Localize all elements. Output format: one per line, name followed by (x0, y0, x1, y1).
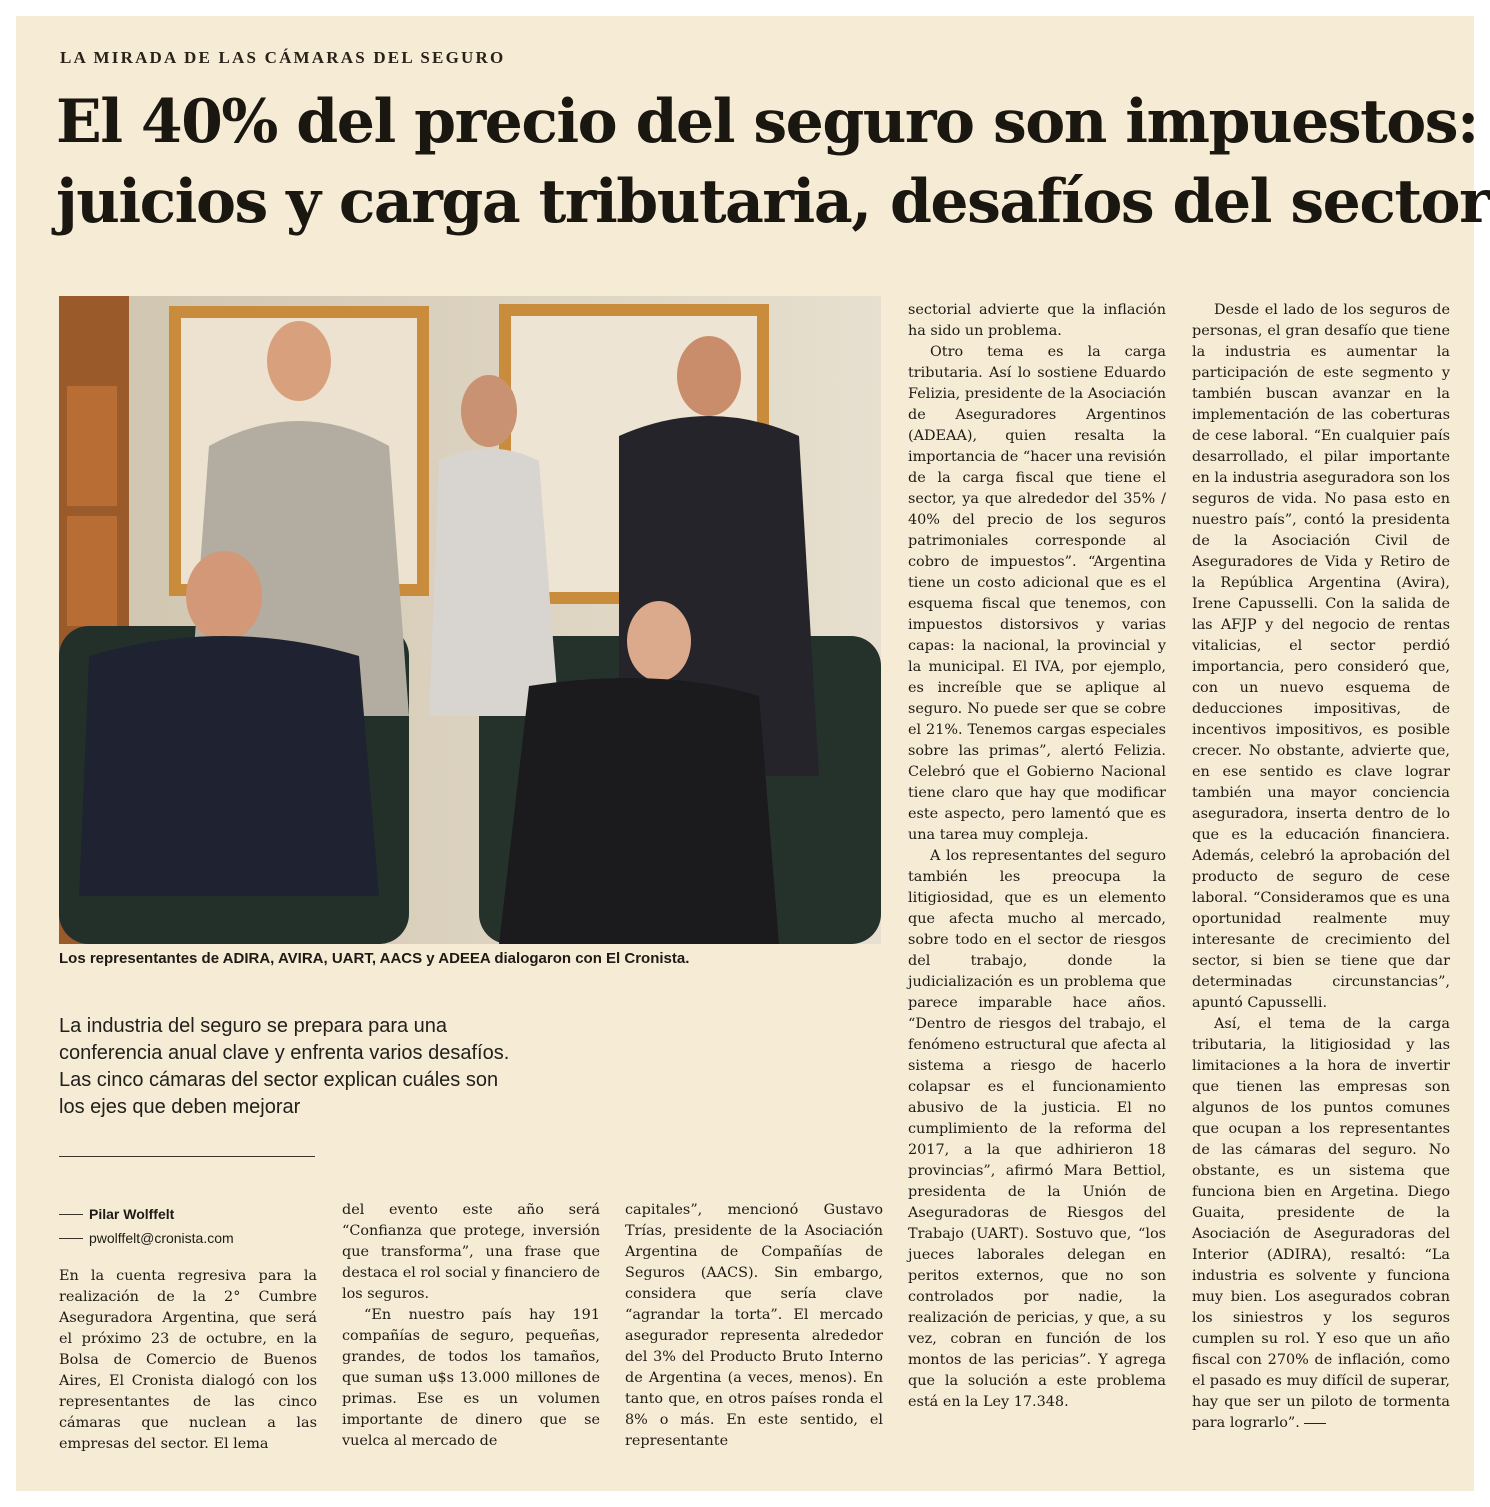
author-name: Pilar Wolffelt (89, 1206, 175, 1222)
headline (56, 82, 1490, 242)
author-email[interactable]: pwolffelt@cronista.com (89, 1230, 234, 1246)
section-kicker: LA MIRADA DE LAS CÁMARAS DEL SEGURO (60, 48, 506, 67)
byline (59, 1206, 329, 1254)
body-paragraph: Otro tema es la carga tributaria. Así lo sostiene Eduardo Felizia, presidente de la Asociación de Aseguradores Argentinos (ADEAA), quien resalta la importancia de “hacer una revisión de la carga fiscal que tiene el sector, ya que alrededor del 35% / 40% del precio de los seguros patrimoniales corresponde al cobro de impuestos”. “Argentina tiene un costo adicional que es el esquema fiscal que tenemos, con impuestos distorsivos y varias capas: la nacional, la provincial y la municipal. El IVA, por ejemplo, es increíble que se aplique al seguro. No puede ser que se cobre el 21%. Tenemos cargas especiales sobre las primas”, alertó Felizia. Celebró que el Gobierno Nacional tiene claro que hay que modificar este aspecto, pero lamentó que es una tarea muy compleja. (908, 344, 1166, 843)
headline-line-1: El 40% del precio del seguro son impuestos: (56, 87, 1478, 157)
article-dek: La industria del seguro se prepara para una conferencia anual clave y enfrenta varios desafíos. Las cinco cámaras del sector explican cuáles son los ejes que deben mejorar (59, 1015, 510, 1118)
body-column-4 (908, 300, 1166, 1413)
body-paragraph: Desde el lado de los seguros de personas, el gran desafío que tiene la industria es aumentar la participación de este segmento y también buscan avanzar en la implementación de las coberturas de cese laboral. “En cualquier país desarrollado, el pilar importante en la industria aseguradora son los seguros de vida. No pasa esto en nuestro país”, contó la presidenta de la Asociación Civil de Aseguradores de Vida y Retiro de la República Argentina (Avira), Irene Capusselli. Con la salida de las AFJP y del negocio de rentas vitalicias, el sector perdió importancia, pero consideró que, con un nuevo esquema de deducciones impositivas, de incentivos impositivos, es posible crecer. No obstante, advierte que, en ese sentido es clave lograr también una mayor conciencia aseguradora, inserta dentro de lo que es la educación financiera. Además, celebró la aprobación del producto de seguro de cese laboral. “Consideramos que es una oportunidad realmente muy interesante de crecimiento del sector, si bien se tiene que dar determinadas circunstancias”, apuntó Capusselli. (1192, 302, 1450, 1011)
body-paragraph: sectorial advierte que la inflación ha sido un problema. (908, 302, 1166, 339)
body-column-2 (342, 1200, 600, 1452)
body-paragraph: A los representantes del seguro también les preocupa la litigiosidad, que es un elemento que afecta mucho al mercado, sobre todo en el sector de riesgos del trabajo, donde la judicialización es un problema que parece imparable hace años. “Dentro de riesgos del trabajo, el fenómeno estructural que afecta al sistema a riesgo de hacerlo colapsar es el funcionamiento abusivo de la justicia. El no cumplimiento de la reforma del 2017, a la que adhirieron 18 provincias”, afirmó Mara Bettiol, presidenta de la Unión de Aseguradoras de Riesgos del Trabajo (UART). Sostuvo que, “los jueces laborales delegan en peritos externos, que no son controlados por nadie, la realización de pericias, y que, a su vez, cobran en función de los montos de las pericias”. Y agrega que la solución a este problema está en la Ley 17.348. (908, 848, 1166, 1410)
body-column-3 (625, 1200, 883, 1452)
body-paragraph: En la cuenta regresiva para la realización de la 2° Cumbre Aseguradora Argentina, que será el próximo 23 de octubre, en la Bolsa de Comercio de Buenos Aires, El Cronista dialogó con los representantes de las cinco cámaras que nuclean a las empresas del sector. El lema (59, 1268, 317, 1452)
body-paragraph: capitales”, mencionó Gustavo Trías, presidente de la Asociación Argentina de Compañías de Seguros (AACS). Sin embargo, considera que sería clave “agrandar la torta”. El mercado asegurador representa alrededor del 3% del Producto Bruto Interno de Argentina (a veces, menos). En tanto que, en otros países ronda el 8% o más. En este sentido, el representante (625, 1202, 883, 1449)
body-paragraph: del evento este año será “Confianza que protege, inversión que transforma”, una frase que destaca el rol social y financiero de los seguros. (342, 1202, 601, 1302)
divider-rule (59, 1156, 315, 1157)
end-mark (1304, 1423, 1326, 1424)
body-column-5 (1192, 300, 1450, 1434)
group-photo (59, 296, 881, 944)
photo-caption: Los representantes de ADIRA, AVIRA, UART, AACS y ADEEA dialogaron con El Cronista. (59, 950, 690, 967)
body-paragraph-final: Así, el tema de la carga tributaria, la litigiosidad y las limitaciones a la hora de invertir que tienen las empresas son algunos de los puntos comunes que ocupan a los representantes de las cámaras del seguro. No obstante, es un sistema que funciona bien en Argetina. Diego Guaita, presidente de la Asociación de Aseguradoras del Interior (ADIRA), resaltó: “La industria es solvente y funciona muy bien. Los asegurados cobran los siniestros y los seguros cumplen su rol. Y eso que un año fiscal con 270% de inflación, como el pasado es muy difícil de superar, hay que ser un piloto de tormenta para lograrlo”. (1192, 1016, 1450, 1431)
body-column-1 (59, 1266, 317, 1455)
headline-line-2: juicios y carga tributaria, desafíos del sector (56, 167, 1490, 237)
body-paragraph: “En nuestro país hay 191 compañías de seguro, pequeñas, grandes, de todos los tamaños, que suman u$s 13.000 millones de primas. Ese es un volumen importante de dinero que se vuelca al mercado de (342, 1307, 600, 1449)
